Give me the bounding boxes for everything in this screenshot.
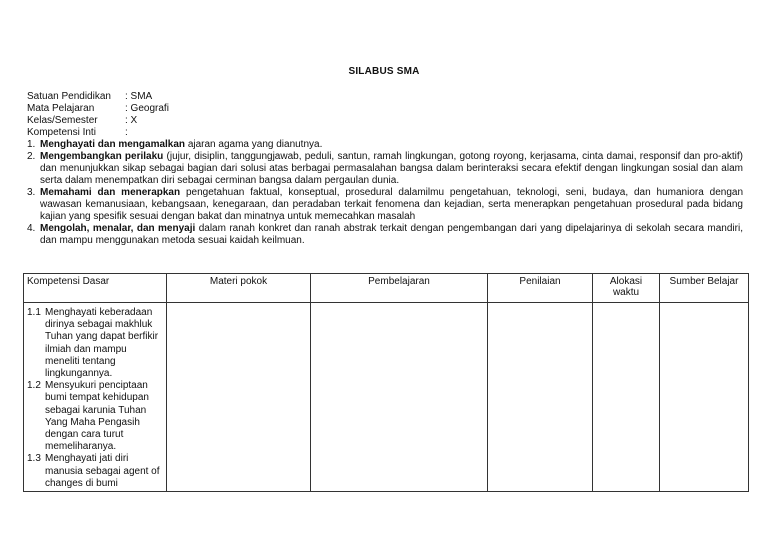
- kompetensi-dasar-item: [27, 380, 163, 453]
- kompetensi-dasar-list: [25, 304, 165, 490]
- item-text: Menghayati jati diri manusia sebagai agent of changes di bumi: [45, 453, 160, 489]
- item-text: [40, 151, 743, 187]
- cell-pembelajaran: [311, 303, 488, 492]
- kompetensi-inti-item: [27, 139, 743, 151]
- column-header-alokasi-waktu: Alokasi waktu: [593, 274, 660, 303]
- meta-value: : SMA: [125, 91, 153, 102]
- column-header-materi-pokok: Materi pokok: [167, 274, 311, 303]
- item-text: [40, 187, 743, 223]
- column-header-pembelajaran: Pembelajaran: [311, 274, 488, 303]
- item-number: 1.2: [27, 380, 41, 392]
- kompetensi-inti-item: [27, 223, 743, 247]
- item-description: dalam ranah konkret dan ranah abstrak terkait dengan pengembangan dari yang dipelajarinya di sekolah secara mandiri, dan mampu menggunakan metoda sesuai kaidah keilmuan.: [40, 223, 743, 246]
- item-text: Menghayati keberadaan dirinya sebagai makhluk Tuhan yang dapat berfikir ilmiah dan mampu meneliti tentang lingkungannya.: [45, 307, 159, 380]
- kompetensi-dasar-item: [27, 453, 163, 490]
- meta-value: :: [125, 127, 128, 138]
- meta-label: Satuan Pendidikan: [27, 91, 111, 102]
- item-number: 1.: [27, 139, 36, 150]
- item-number: 2.: [27, 151, 36, 162]
- meta-row-kelas-semester: [27, 115, 169, 127]
- meta-label: Kompetensi Inti: [27, 127, 96, 138]
- cell-sumber-belajar: [660, 303, 749, 492]
- item-text: [40, 139, 743, 151]
- column-header-penilaian: Penilaian: [488, 274, 593, 303]
- item-description: ajaran agama yang dianutnya.: [185, 139, 323, 150]
- meta-value: : Geografi: [125, 103, 169, 114]
- item-number: 1.1: [27, 307, 41, 318]
- meta-label: Mata Pelajaran: [27, 103, 95, 114]
- meta-row-satuan-pendidikan: [27, 91, 169, 103]
- document-title: SILABUS SMA: [348, 66, 420, 77]
- item-text: [40, 223, 743, 247]
- item-keyword: Memahami dan menerapkan: [40, 187, 181, 198]
- identity-block: [27, 91, 169, 139]
- item-number: 1.3: [27, 453, 41, 465]
- cell-alokasi-waktu: [593, 303, 660, 492]
- table-row: [24, 303, 749, 492]
- kompetensi-inti-item: [27, 187, 743, 223]
- kompetensi-inti-item: [27, 151, 743, 187]
- item-keyword: Menghayati dan mengamalkan: [40, 139, 186, 150]
- meta-row-kompetensi-inti: [27, 127, 169, 139]
- item-number: 4.: [27, 223, 36, 234]
- cell-materi-pokok: [167, 303, 311, 492]
- item-description: (jujur, disiplin, tanggungjawab, peduli, santun, ramah lingkungan, gotong royong, kerjasama, cinta damai, responsif dan pro-aktif) dan menunjukkan sikap sebagai bagian dari solusi atas berbagai permasalahan bangsa dalam berinteraksi secara efektif dengan lingkungan sosial dan alam serta dalam menempatkan diri sebagai cerminan bangsa dalam pergaulan dunia.: [40, 151, 744, 186]
- meta-label: Kelas/Semester: [27, 115, 98, 126]
- syllabus-table: [23, 273, 749, 492]
- item-keyword: Mengembangkan perilaku: [40, 151, 164, 162]
- meta-row-mata-pelajaran: [27, 103, 169, 115]
- item-keyword: Mengolah, menalar, dan menyaji: [40, 223, 196, 234]
- column-header-sumber-belajar: Sumber Belajar: [660, 274, 749, 303]
- kompetensi-dasar-item: [27, 307, 163, 380]
- cell-kompetensi-dasar: [24, 303, 167, 492]
- meta-value: : X: [125, 115, 138, 126]
- item-number: 3.: [27, 187, 36, 198]
- cell-penilaian: [488, 303, 593, 492]
- item-description: pengetahuan faktual, konseptual, prosedural dalamilmu pengetahuan, teknologi, seni, budaya, dan humaniora dengan wawasan kemanusiaan, kebangsaan, kenegaraan, dan peradaban terkait fenomena dan kejadian, serta menerapkan pengetahuan prosedural pada bidang kajian yang spesifik sesuai dengan bakat dan minatnya untuk memecahkan masalah: [40, 187, 744, 222]
- item-text: Mensyukuri penciptaan bumi tempat kehidupan sebagai karunia Tuhan Yang Maha Pengasih dengan cara turut memeliharanya.: [45, 380, 149, 453]
- kompetensi-inti-list: [27, 139, 743, 247]
- table-header-row: [24, 274, 749, 303]
- column-header-kompetensi-dasar: Kompetensi Dasar: [24, 274, 167, 303]
